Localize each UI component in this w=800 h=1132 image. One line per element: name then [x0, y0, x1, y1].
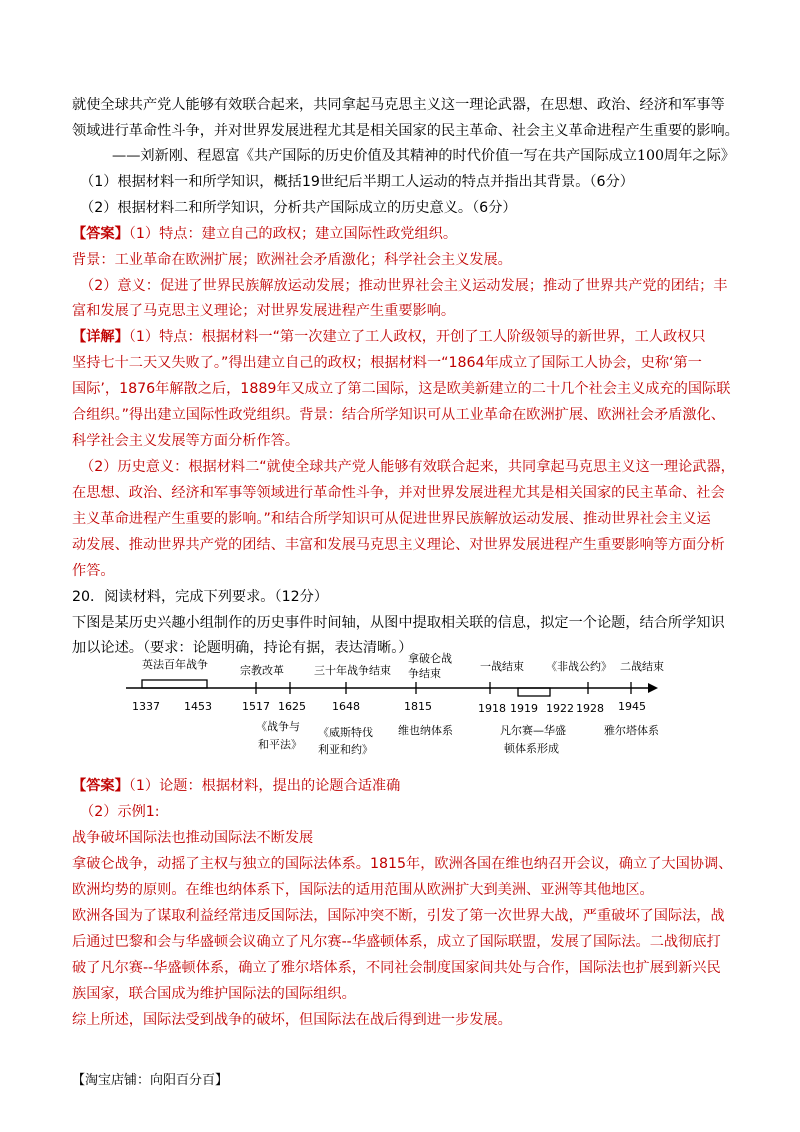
q20-answer-line-7: 后通过巴黎和会与华盛顿会议确立了凡尔赛--华盛顿体系，成立了国际联盟，发展了国际法。二战彻底打 [72, 934, 721, 950]
label-law-war-peace-1: 《战争与 [256, 720, 300, 733]
label-kellogg-briand: 《非战公约》 [546, 660, 612, 673]
year-1517: 1517 [242, 700, 270, 713]
answer-line-3: （2）意义：促进了世界民族解放运动发展；推动世界社会主义运动发展；推动了世界共产党的团结；丰 [80, 278, 728, 294]
detail-tag: 【详解】 [72, 329, 129, 345]
material-citation: ——刘新刚、程恩富《共产国际的历史价值及其精神的时代价值一写在共产国际成立100周年之际》 [112, 148, 735, 164]
q20-answer-line-3: 战争破坏国际法也推动国际法不断发展 [72, 830, 314, 846]
detail-line-10: 作答。 [72, 563, 115, 579]
detail-line-6: （2）历史意义：根据材料二“就使全球共产党人能够有效联合起来，共同拿起马克思主义这一理论武器， [80, 459, 735, 475]
year-1815: 1815 [404, 700, 432, 713]
footer-shop: 【淘宝店铺：向阳百分百】 [72, 1073, 229, 1088]
q20-answer-line-10: 综上所述，国际法受到战争的破坏，但国际法在战后得到进一步发展。 [72, 1012, 512, 1028]
label-napoleonic-wars-end-1: 拿破仑战 [408, 652, 452, 665]
history-timeline [118, 650, 678, 765]
label-versailles-1: 凡尔赛—华盛 [500, 724, 566, 737]
versailles-bracket [518, 688, 550, 696]
year-1625: 1625 [278, 700, 306, 713]
answer-line-4: 富和发展了马克思主义理论；对世界发展进程产生重要影响。 [72, 303, 456, 319]
label-ww1-end: 一战结束 [480, 660, 524, 673]
year-1453: 1453 [184, 700, 212, 713]
answer-line-1 [72, 224, 457, 244]
question-2: （2）根据材料二和所学知识，分析共产国际成立的历史意义。（6分） [80, 200, 517, 216]
detail-text-1: （1）特点：根据材料一“第一次建立了工人政权，开创了工人阶级领导的新世界，工人政权只 [128, 329, 706, 345]
answer-line-2: 背景：工业革命在欧洲扩展；欧洲社会矛盾激化；科学社会主义发展。 [72, 252, 512, 268]
timeline-arrowhead [648, 683, 658, 693]
detail-line-5: 科学社会主义发展等方面分析作答。 [72, 433, 300, 449]
q20-answer-line-9: 族国家，联合国成为维护国际法的国际组织。 [72, 986, 356, 1002]
year-1928: 1928 [576, 702, 604, 715]
label-yalta-system: 雅尔塔体系 [604, 724, 659, 737]
q20-answer-line-4: 拿破仑战争，动摇了主权与独立的国际法体系。1815年，欧洲各国在维也纳召开会议，确立了大国协调、 [72, 856, 733, 872]
detail-line-4: 合组织。”得出建立国际性政党组织。背景：结合所学知识可从工业革命在欧洲扩展、欧洲社会矛盾激化、 [72, 407, 725, 423]
q20-answer-line-5: 欧洲均势的原则。在维也纳体系下，国际法的适用范围从欧洲扩大到美洲、亚洲等其他地区。 [72, 882, 654, 898]
label-thirty-years-war-end: 三十年战争结束 [314, 664, 391, 677]
label-reformation: 宗教改革 [240, 664, 284, 677]
q20-answer-text-1: （1）论题：根据材料，提出的论题合适准确 [128, 778, 401, 794]
question-20-prompt-2: 加以论述。（要求：论题明确，持论有据，表达清晰。） [72, 640, 413, 656]
label-westphalia-1: 《威斯特伐 [318, 726, 373, 739]
year-1919: 1919 [510, 702, 538, 715]
label-westphalia-2: 利亚和约》 [318, 743, 373, 756]
detail-line-9: 动发展、推动世界共产党的团结、丰富和发展马克思主义理论、对世界发展进程产生重要影响等方面分析 [72, 537, 725, 553]
q20-answer-line-2: （2）示例1: [80, 804, 160, 820]
detail-line-1 [72, 327, 706, 347]
detail-line-7: 在思想、政治、经济和军事等领域进行革命性斗争，并对世界发展进程尤其是相关国家的民主革命、社会 [72, 485, 725, 501]
label-napoleonic-wars-end-2: 争结束 [408, 667, 441, 680]
label-hundred-years-war: 英法百年战争 [142, 658, 208, 671]
question-20-title: 20．阅读材料，完成下列要求。（12分） [72, 589, 329, 605]
year-1922: 1922 [546, 702, 574, 715]
label-ww2-end: 二战结束 [620, 660, 664, 673]
answer-text-1: （1）特点：建立自己的政权；建立国际性政党组织。 [128, 226, 458, 242]
material-line-1: 就使全球共产党人能够有效联合起来，共同拿起马克思主义这一理论武器，在思想、政治、经济和军事等 [72, 97, 725, 113]
q20-answer-tag: 【答案】 [72, 778, 129, 794]
year-1918: 1918 [478, 702, 506, 715]
year-1945: 1945 [618, 700, 646, 713]
answer-tag: 【答案】 [72, 226, 129, 242]
detail-line-3: 国际’，1876年解散之后，1889年又成立了第二国际，这是欧美新建立的二十几个社会主义成充的国际联 [72, 381, 731, 397]
detail-line-8: 主义革命进程产生重要的影响。”和结合所学知识可从促进世界民族解放运动发展、推动世界社会主义运 [72, 511, 711, 527]
question-20-prompt-1: 下图是某历史兴趣小组制作的历史事件时间轴，从图中提取相关联的信息，拟定一个论题，结合所学知识 [72, 615, 725, 631]
q20-answer-line-6: 欧洲各国为了谋取利益经常违反国际法，国际冲突不断，引发了第一次世界大战，严重破坏了国际法，战 [72, 908, 725, 924]
label-versailles-2: 顿体系形成 [504, 742, 559, 755]
year-1337: 1337 [132, 700, 160, 713]
q20-answer-line-1 [72, 776, 400, 796]
detail-line-2: 坚持七十二天又失败了。”得出建立自己的政权；根据材料一“1864年成立了国际工人协会，史称‘第一 [72, 355, 702, 371]
q20-answer-line-8: 破了凡尔赛--华盛顿体系，确立了雅尔塔体系，不同社会制度国家间共处与合作，国际法也扩展到新兴民 [72, 960, 721, 976]
hundred-years-war-bracket [142, 680, 207, 688]
question-1: （1）根据材料一和所学知识，概括19世纪后半期工人运动的特点并指出其背景。（6分） [80, 174, 634, 190]
material-line-2: 领域进行革命性斗争，并对世界发展进程尤其是相关国家的民主革命、社会主义革命进程产生重要的影响。 [72, 123, 739, 139]
year-1648: 1648 [332, 700, 360, 713]
label-vienna-system: 维也纳体系 [398, 724, 453, 737]
label-law-war-peace-2: 和平法》 [258, 738, 302, 751]
